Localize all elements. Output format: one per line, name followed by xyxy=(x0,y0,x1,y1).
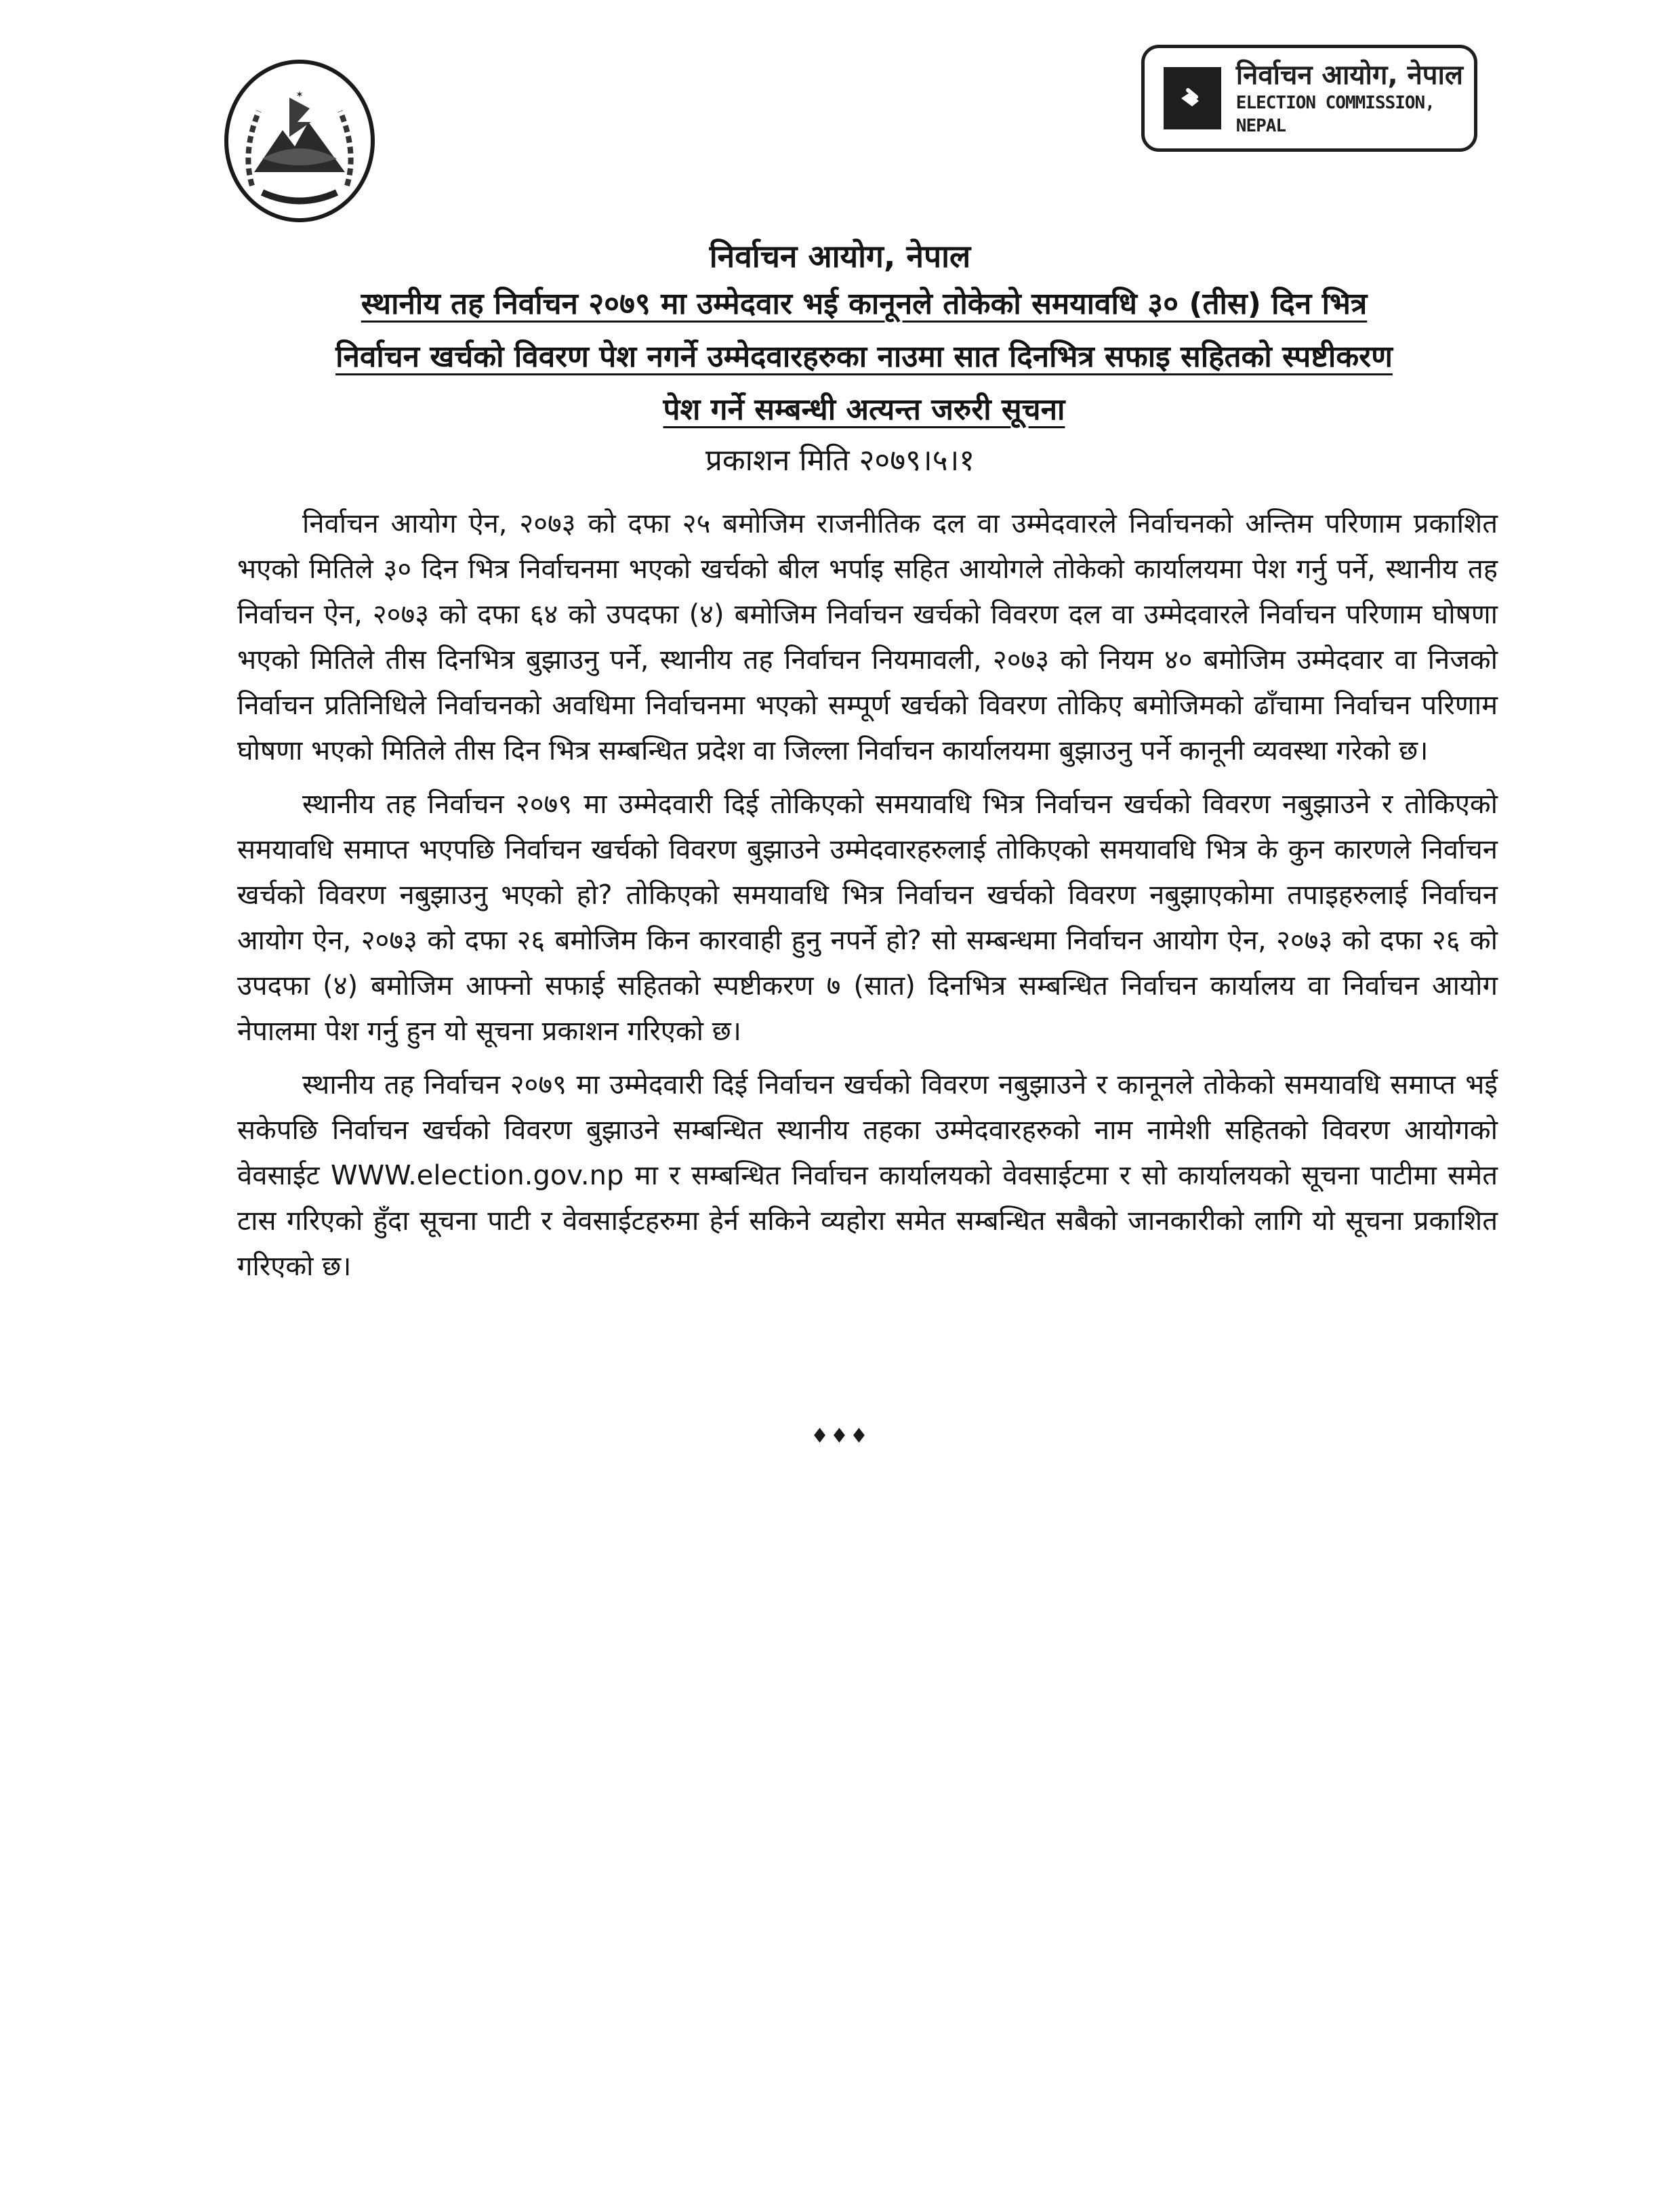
logo-text-english: ELECTION COMMISSION, NEPAL xyxy=(1235,93,1435,136)
election-commission-logo xyxy=(1141,45,1477,152)
logo-text-nepali: निर्वाचन आयोग, नेपाल xyxy=(1235,60,1463,91)
subject-line: पेश गर्ने सम्बन्धी अत्यन्त जरुरी सूचना xyxy=(663,392,1065,427)
end-ornament: ♦♦♦ xyxy=(811,1424,869,1448)
paragraph: निर्वाचन आयोग ऐन, २०७३ को दफा २५ बमोजिम राजनीतिक दल वा उम्मेदवारले निर्वाचनको अन्तिम परिणाम प्रकाशित भएको मितिले ३० दिन भित्र निर्वाचनमा भएको खर्चको बील भर्पाइ सहित आयोगले तोकेको कार्यालयमा पेश गर्नु पर्ने, स्थानीय तह निर्वाचन ऐन, २०७३ को दफा ६४ को उपदफा (४) बमोजिम निर्वाचन खर्चको विवरण दल वा उम्मेदवारले निर्वाचन परिणाम घोषणा भएको मितिले तीस दिनभित्र बुझाउनु पर्ने, स्थानीय तह निर्वाचन नियमावली, २०७३ को नियम ४० बमोजिम उम्मेदवार वा निजको निर्वाचन प्रतिनिधिले निर्वाचनको अवधिमा निर्वाचनमा भएको सम्पूर्ण खर्चको विवरण तोकिए बमोजिमको ढाँचामा निर्वाचन परिणाम घोषणा भएको मितिले तीस दिन भित्र सम्बन्धित प्रदेश वा जिल्ला निर्वाचन कार्यालयमा बुझाउनु पर्ने कानूनी व्यवस्था गरेको छ। xyxy=(237,508,1498,766)
subject-line: निर्वाचन खर्चको विवरण पेश नगर्ने उम्मेदवारहरुका नाउमा सात दिनभित्र सफाइ सहितको स्पष्टीकरण xyxy=(335,339,1393,374)
paragraph: स्थानीय तह निर्वाचन २०७९ मा उम्मेदवारी दिई तोकिएको समयावधि भित्र निर्वाचन खर्चको विवरण नबुझाउने र तोकिएको समयावधि समाप्त भएपछि निर्वाचन खर्चको विवरण बुझाउने उम्मेदवारहरुलाई तोकिएको समयावधि भित्र के कुन कारणले निर्वाचन खर्चको विवरण नबुझाउनु भएको हो? तोकिएको समयावधि भित्र निर्वाचन खर्चको विवरण नबुझाएकोमा तपाइहरुलाई निर्वाचन आयोग ऐन, २०७३ को दफा २६ बमोजिम किन कारवाही हुनु नपर्ने हो? सो सम्बन्धमा निर्वाचन आयोग ऐन, २०७३ को दफा २६ को उपदफा (४) बमोजिम आफ्नो सफाई सहितको स्पष्टीकरण ७ (सात) दिनभित्र सम्बन्धित निर्वाचन कार्यालय वा निर्वाचन आयोग नेपालमा पेश गर्नु हुन यो सूचना प्रकाशन गरिएको छ। xyxy=(237,789,1498,1047)
nepal-emblem-icon xyxy=(222,57,377,225)
paragraph: स्थानीय तह निर्वाचन २०७९ मा उम्मेदवारी दिई निर्वाचन खर्चको विवरण नबुझाउने र कानूनले तोकेको समयावधि समाप्त भई सकेपछि निर्वाचन खर्चको विवरण बुझाउने सम्बन्धित स्थानीय तहका उम्मेदवारहरुको नाम नामेशी सहितको विवरण आयोगको वेवसाईट WWW.election.gov.np मा र सम्बन्धित निर्वाचन कार्यालयको वेवसाईटमा र सो कार्यालयको सूचना पाटीमा समेत टास गरिएको हुँदा सूचना पाटी र वेवसाईटहरुमा हेर्न सकिने व्यहोरा समेत सम्बन्धित सबैको जानकारीको लागि यो सूचना प्रकाशित गरिएको छ। xyxy=(237,1069,1498,1282)
subject-line: स्थानीय तह निर्वाचन २०७९ मा उम्मेदवार भई कानूनले तोकेको समयावधि ३० (तीस) दिन भित्र xyxy=(361,287,1368,321)
election-commission-logo-icon xyxy=(1164,67,1221,129)
publication-date: प्रकाशन मिति २०७९।५।१ xyxy=(705,443,975,478)
document-title: निर्वाचन आयोग, नेपाल xyxy=(709,238,971,274)
svg-text:✶: ✶ xyxy=(295,89,304,100)
notice-subject xyxy=(234,278,1494,436)
notice-body xyxy=(237,501,1498,1298)
